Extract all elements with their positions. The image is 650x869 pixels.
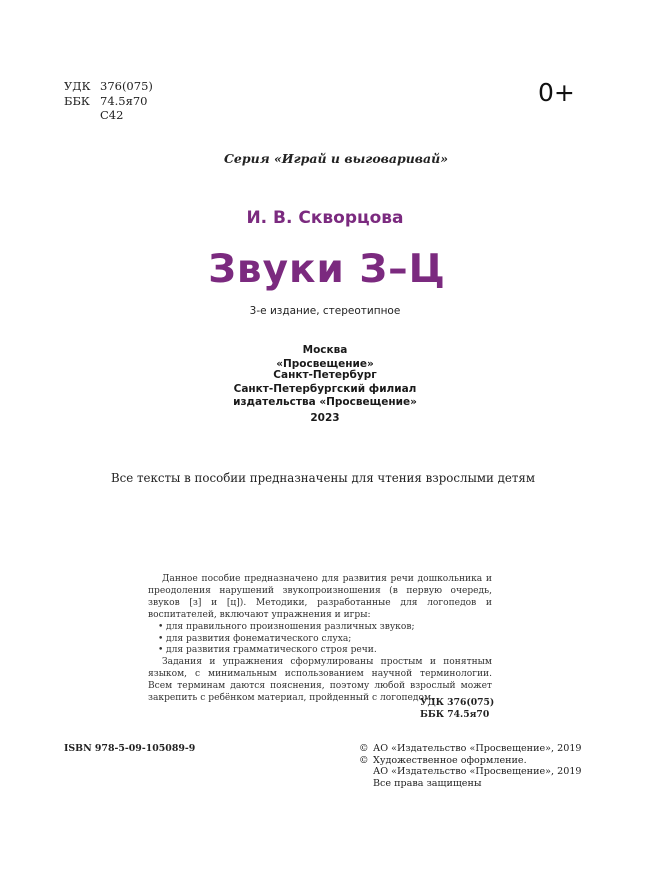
- publication-year: 2023: [310, 412, 340, 424]
- copyright-line-2: Художественное оформление.: [373, 754, 527, 766]
- publisher-branch: [0, 369, 650, 410]
- author-name: И. В. Скворцова: [246, 208, 404, 228]
- copyright-row-4: [359, 778, 582, 790]
- bbk-value: 74.5я70: [100, 93, 148, 108]
- publisher-city: Москва: [302, 344, 348, 356]
- udk-bottom: УДК 376(075): [420, 697, 495, 708]
- copyright-line-1: АО «Издательство «Просвещение», 2019: [373, 743, 582, 754]
- copyright-line-3: АО «Издательство «Просвещение», 2019: [373, 766, 582, 778]
- copyright-row-1: [359, 743, 582, 755]
- annotation-bullet: • для правильного произношения различных звуков;: [158, 622, 492, 634]
- bbk-row: [64, 94, 153, 109]
- author-mark-label: [64, 108, 100, 123]
- copyright-row-3: [359, 766, 582, 778]
- copyright-block: [359, 743, 582, 789]
- author-mark-value: С42: [100, 108, 124, 122]
- branch-city: Санкт-Петербург: [273, 369, 377, 381]
- book-title: Звуки З–Ц: [208, 247, 446, 292]
- annotation-bullet: • для развития грамматического строя речи.: [158, 645, 492, 657]
- edition-info: 3-е издание, стереотипное: [249, 305, 401, 317]
- isbn: ISBN 978-5-09-105089-9: [64, 743, 196, 754]
- udk-label: УДК: [64, 79, 91, 93]
- annotation-bullet-list: [148, 622, 492, 658]
- copyright-icon: ©: [359, 743, 369, 754]
- author-mark-row: [64, 108, 153, 123]
- copyright-icon: ©: [359, 754, 369, 766]
- publisher-main: [0, 344, 650, 371]
- bbk-label: ББК: [64, 93, 90, 108]
- classification-top: [64, 79, 153, 123]
- udk-row: [64, 79, 153, 94]
- annotation-bullet: • для развития фонематического слуха;: [158, 634, 492, 646]
- branch-line-1: Санкт-Петербургский филиал: [233, 382, 417, 395]
- classification-bottom: [420, 697, 495, 720]
- annotation-paragraph-1: Данное пособие предназначено для развития речи дошкольника и преодоления нарушений звукопроизношения (в первую очередь, звуков [з] и [ц]). Методики, разработанные для логопедов и воспитателей, включают упражнения и игры:: [148, 574, 492, 620]
- udk-value: 376(075): [100, 79, 153, 93]
- branch-line-2: издательства «Просвещение»: [233, 396, 417, 408]
- reading-notice: Все тексты в пособии предназначены для чтения взрослыми детям: [110, 471, 536, 485]
- publisher-name: «Просвещение»: [276, 357, 374, 370]
- series-title: Серия «Играй и выговаривай»: [223, 151, 449, 166]
- annotation-block: [148, 574, 492, 705]
- copyright-row-2: [359, 755, 582, 767]
- bbk-bottom: ББК 74.5я70: [420, 708, 490, 720]
- annotation-paragraph-2: Задания и упражнения сформулированы простым и понятным языком, с минимальным использованием научной терминологии. Всем терминам даются пояснения, поэтому любой взрослый может закрепить с ребёнком материал, пройденный с логопедом.: [148, 657, 492, 704]
- age-rating: 0+: [538, 78, 575, 107]
- rights-reserved: Все права защищены: [373, 777, 482, 789]
